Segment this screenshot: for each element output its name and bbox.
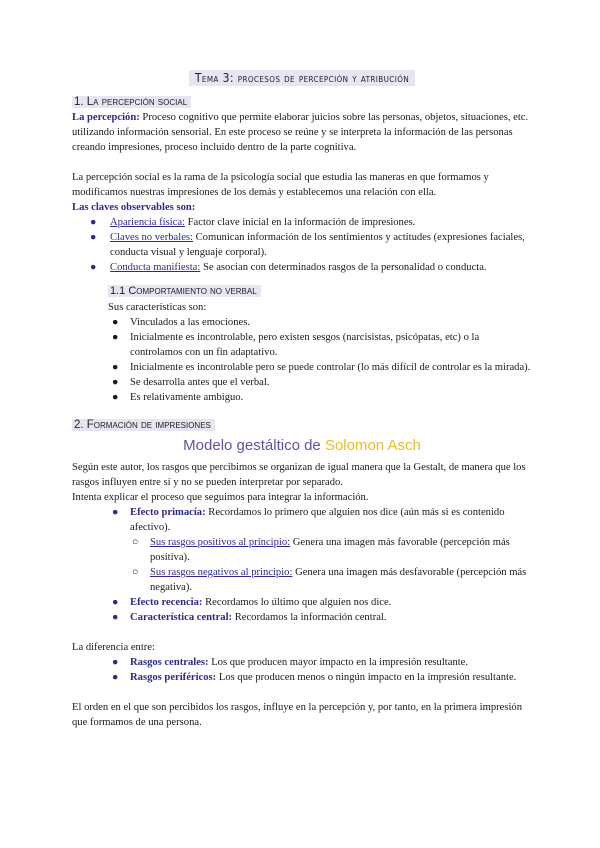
list-item: ● Se desarrolla antes que el verbal. xyxy=(112,377,270,388)
list-item: ● Efecto recencia: Recordamos lo último que alguien nos dice. xyxy=(112,597,392,608)
bullet-icon: ● xyxy=(90,232,97,243)
circle-bullet-icon: ○ xyxy=(132,567,139,578)
observable-keys-heading: Las claves observables son: xyxy=(72,202,196,213)
bullet-icon: ● xyxy=(112,317,119,328)
effects-list xyxy=(72,505,532,625)
list-item: ● Rasgos centrales: Los que producen mayor impacto en la impresión resultante. xyxy=(112,657,469,668)
list-item: ● Característica central: Recordamos la información central. xyxy=(112,612,387,623)
circle-bullet-icon: ○ xyxy=(132,537,139,548)
list-item: ● Inicialmente es incontrolable pero se puede controlar (lo más difícil de controlar es la mirada). xyxy=(112,362,531,373)
model-title: Modelo gestáltico de Solomon Asch xyxy=(183,437,421,454)
bullet-icon: ● xyxy=(112,377,119,388)
observable-keys-list xyxy=(72,215,532,275)
list-item: ● Claves no verbales: Comunican información de los sentimientos y actitudes (expresiones faciales, conducta visual y lenguaje corporal). xyxy=(90,232,525,258)
bullet-icon: ● xyxy=(112,507,119,518)
traits-list xyxy=(72,655,532,685)
social-perception-paragraph: La percepción social es la rama de la psicología social que estudia las maneras en que formamos y modificamos nuestras impresiones de los demás y establecemos una relación con ella. xyxy=(72,172,489,198)
characteristics-intro: Sus características son: xyxy=(108,302,207,313)
bullet-icon: ● xyxy=(90,217,97,228)
bullet-icon: ● xyxy=(112,612,119,623)
bullet-icon: ● xyxy=(112,332,119,343)
key-link-nonverbal[interactable]: Claves no verbales: xyxy=(110,232,193,243)
positive-traits-link[interactable]: Sus rasgos positivos al principio: xyxy=(150,537,291,548)
document-page xyxy=(72,70,532,730)
negative-traits-link[interactable]: Sus rasgos negativos al principio: xyxy=(150,567,293,578)
model-author: Solomon Asch xyxy=(324,437,421,454)
asch-paragraph: Según este autor, los rasgos que percibimos se organizan de igual manera que la Gestalt, de manera que los rasgos influyen entre sí y no se pueden interpretar por separado. xyxy=(72,462,526,488)
list-item: ● Conducta manifiesta: Se asocian con determinados rasgos de la personalidad o conducta. xyxy=(90,262,487,273)
list-item: ● Es relativamente ambiguo. xyxy=(112,392,244,403)
document-title: Tema 3: procesos de percepción y atribución xyxy=(189,70,415,86)
subsection-1-1-heading: 1.1 Comportamiento no verbal xyxy=(108,285,261,297)
title-wrap xyxy=(72,70,532,86)
asch-purpose: Intenta explicar el proceso que seguimos para integrar la información. xyxy=(72,492,369,503)
list-item: ● Vinculados a las emociones. xyxy=(112,317,250,328)
list-item: ● Apariencia física: Factor clave inicial en la información de impresiones. xyxy=(90,217,416,228)
bullet-icon: ● xyxy=(112,657,119,668)
bullet-icon: ● xyxy=(112,362,119,373)
bullet-icon: ● xyxy=(112,392,119,403)
list-item: ● Efecto primacía: Recordamos lo primero que alguien nos dice (aún más si es contenido afectivo). xyxy=(112,507,505,533)
key-link-conduct[interactable]: Conducta manifiesta: xyxy=(110,262,201,273)
bullet-icon: ● xyxy=(90,262,97,273)
key-link-appearance[interactable]: Apariencia física: xyxy=(110,217,185,228)
bullet-icon: ● xyxy=(112,672,119,683)
section-1-heading: 1. La percepción social xyxy=(72,96,191,108)
list-item: ● Rasgos periféricos: Los que producen menos o ningún impacto en la impresión resultante. xyxy=(112,672,517,683)
bullet-icon: ● xyxy=(112,597,119,608)
difference-intro: La diferencia entre: xyxy=(72,642,155,653)
section-2-heading: 2. Formación de impresiones xyxy=(72,419,215,431)
list-item: ○ Sus rasgos negativos al principio: Genera una imagen más desfavorable (percepción más negativa). xyxy=(132,567,527,593)
closing-paragraph: El orden en el que son percibidos los rasgos, influye en la percepción y, por tanto, en la primera impresión que formamos de una persona. xyxy=(72,702,523,728)
perception-text: Proceso cognitivo que permite elaborar juicios sobre las personas, objetos, situaciones, etc. utilizando información sensorial. En este proceso se reúne y se interpreta la información de las personas creando impresiones, proceso incluido dentro de la parte cognitiva. xyxy=(72,112,529,153)
list-item: ● Inicialmente es incontrolable, pero existen sesgos (narcisistas, psicópatas, etc) o la controlamos con un fin adaptativo. xyxy=(112,332,480,358)
perception-definition xyxy=(72,110,532,155)
perception-label: La percepción: xyxy=(72,112,140,123)
list-item: ○ Sus rasgos positivos al principio: Genera una imagen más favorable (percepción más positiva). xyxy=(132,537,510,563)
nonverbal-characteristics-list xyxy=(72,315,532,405)
